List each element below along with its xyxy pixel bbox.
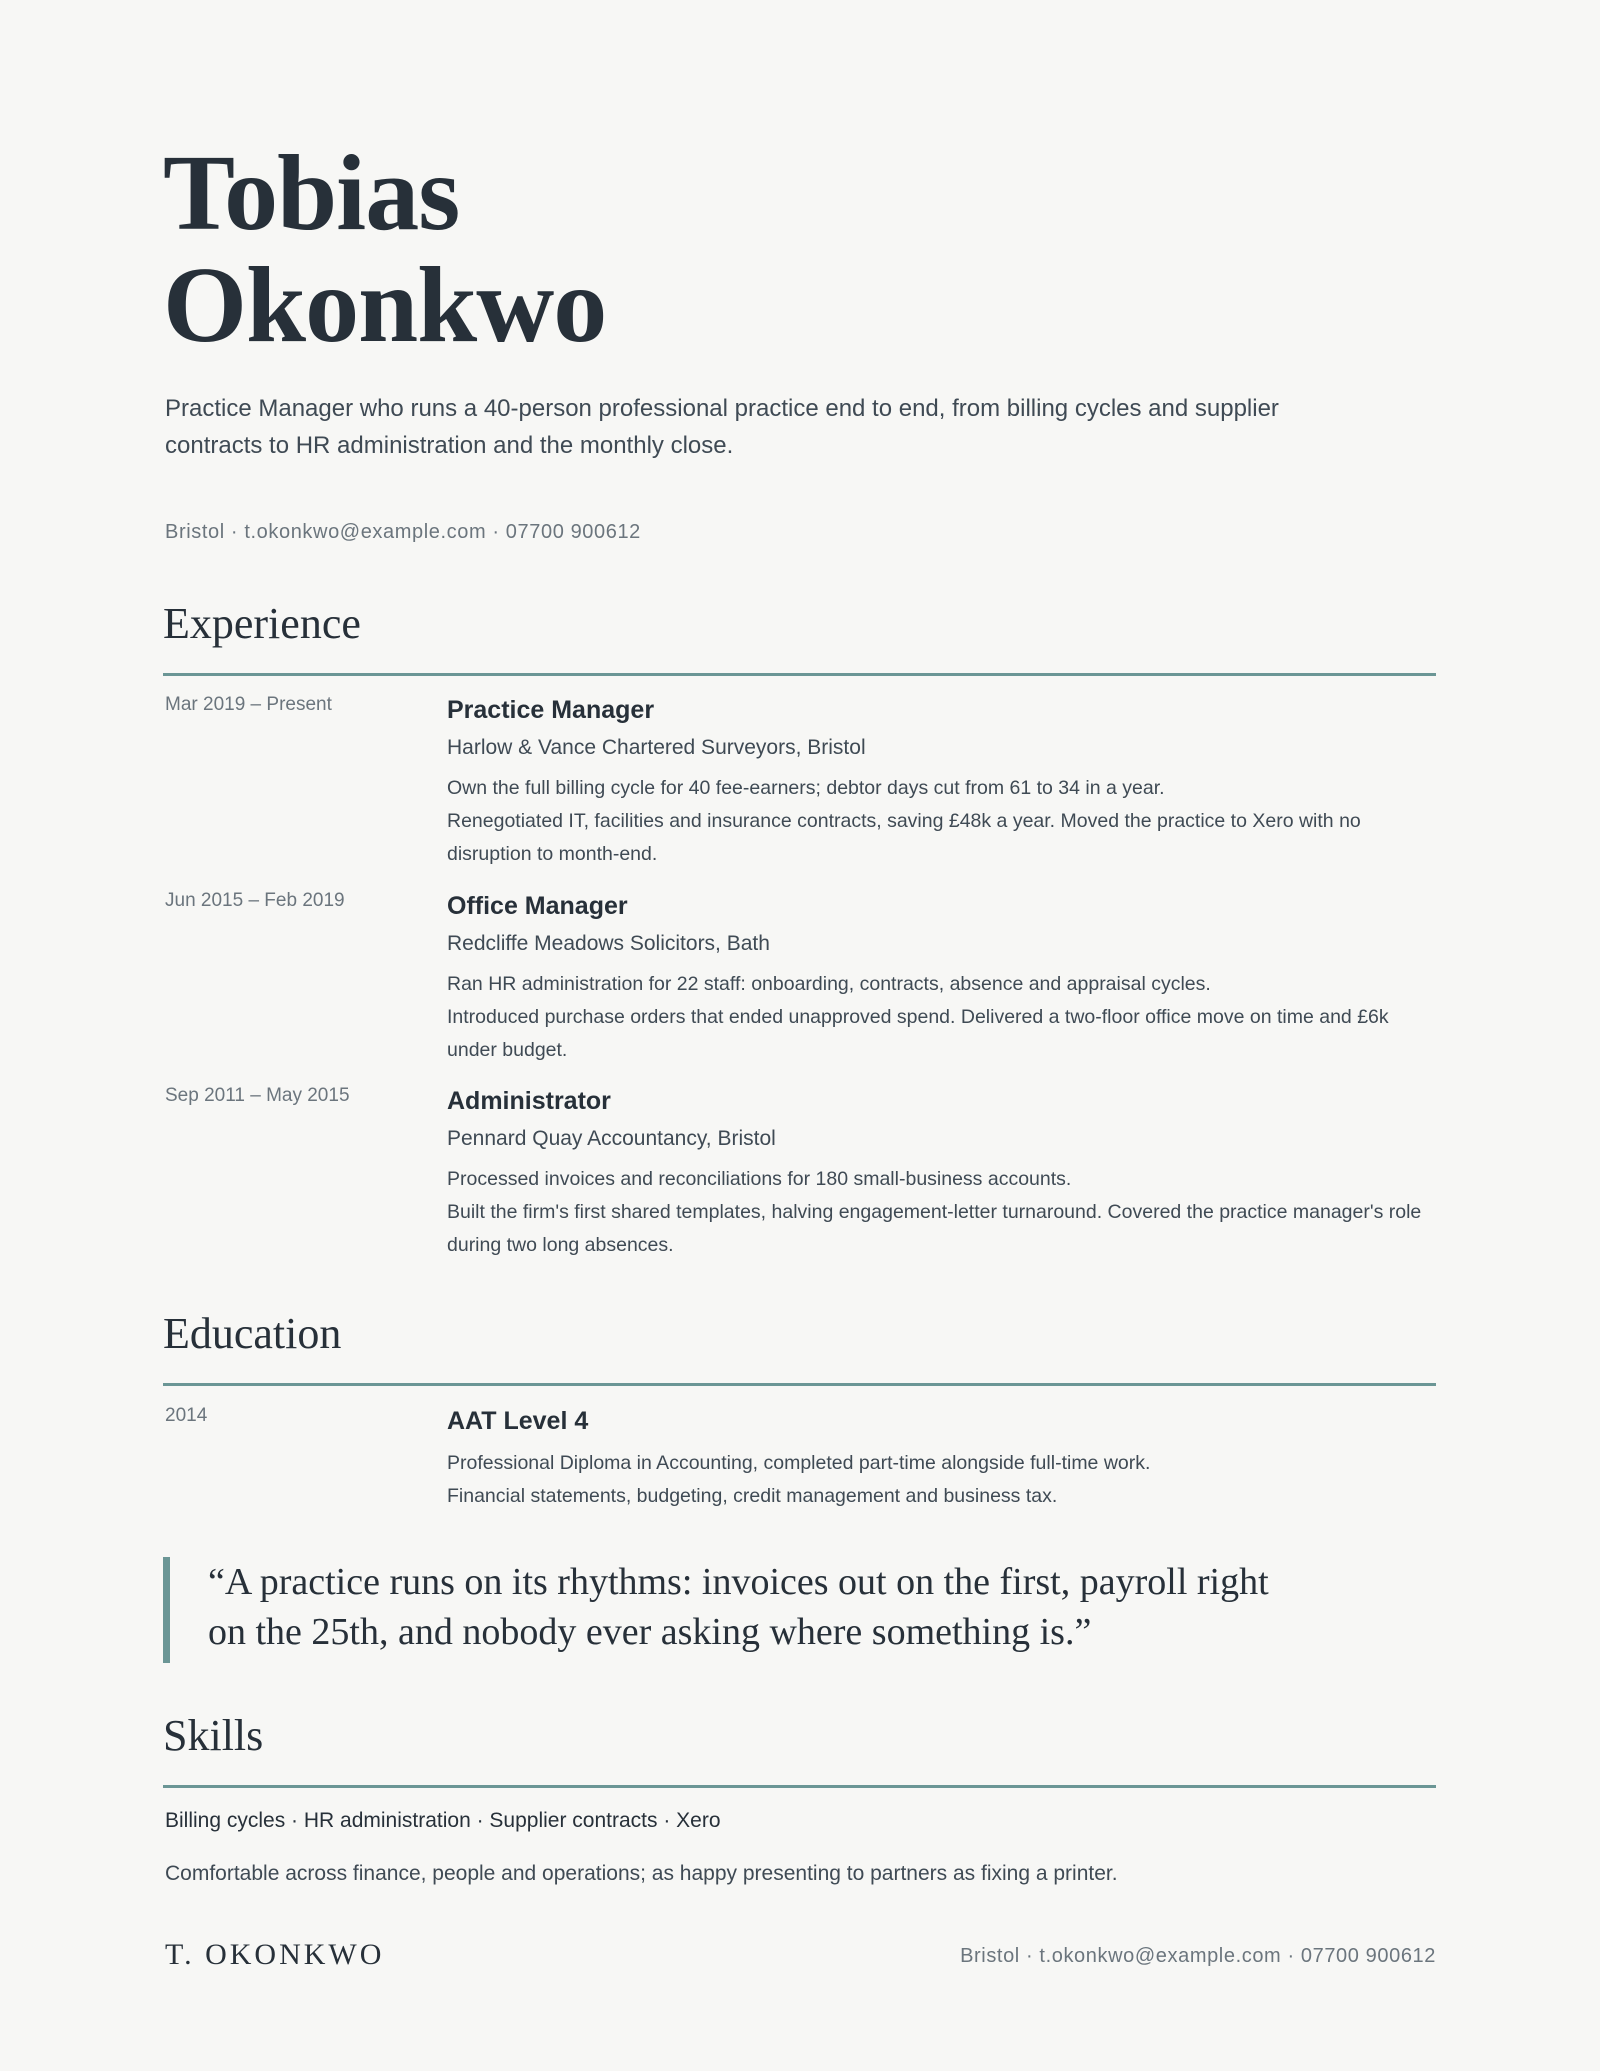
entry-detail: Financial statements, budgeting, credit management and business tax. xyxy=(447,1485,1058,1507)
pull-quote xyxy=(163,1557,1320,1663)
footer-name: T. OKONKWO xyxy=(165,1938,385,1971)
section-divider xyxy=(163,1785,1436,1788)
entry-description xyxy=(447,1447,1437,1513)
entry-dates: 2014 xyxy=(165,1405,208,1426)
entry-organisation: Redcliffe Meadows Solicitors, Bath xyxy=(447,932,770,955)
entry-organisation: Pennard Quay Accountancy, Bristol xyxy=(447,1127,776,1150)
entry-organisation: Harlow & Vance Chartered Surveyors, Bristol xyxy=(447,736,866,759)
entry-detail: Own the full billing cycle for 40 fee-earners; debtor days cut from 61 to 34 in a year. xyxy=(447,777,1165,799)
contact-line: Bristol · t.okonkwo@example.com · 07700 900612 xyxy=(165,521,641,543)
experience-heading: Experience xyxy=(163,599,361,648)
entry-description xyxy=(447,772,1437,871)
skills-note: Comfortable across finance, people and operations; as happy presenting to partners as fixing a printer. xyxy=(165,1862,1118,1885)
entry-description xyxy=(447,1163,1437,1262)
pull-quote-text: “A practice runs on its rhythms: invoices out on the first, payroll right on the 25th, and nobody ever asking where something is.” xyxy=(208,1561,1269,1653)
entry-dates: Mar 2019 – Present xyxy=(165,694,332,715)
entry-dates: Sep 2011 – May 2015 xyxy=(165,1085,350,1106)
candidate-name xyxy=(163,134,607,365)
skills-list: Billing cycles · HR administration · Supplier contracts · Xero xyxy=(165,1809,721,1832)
entry-role: Administrator xyxy=(447,1087,611,1115)
entry-detail: Renegotiated IT, facilities and insurance contracts, saving £48k a year. Moved the practice to Xero with no disruption to month-end. xyxy=(447,810,1361,865)
entry-detail: Ran HR administration for 22 staff: onboarding, contracts, absence and appraisal cycles. xyxy=(447,973,1211,995)
section-divider xyxy=(163,1383,1436,1386)
entry-detail: Professional Diploma in Accounting, completed part-time alongside full-time work. xyxy=(447,1452,1151,1474)
entry-dates: Jun 2015 – Feb 2019 xyxy=(165,890,345,911)
entry-detail: Built the firm's first shared templates, halving engagement-letter turnaround. Covered the practice manager's role during two long absences. xyxy=(447,1201,1422,1256)
entry-description xyxy=(447,968,1437,1067)
entry-role: Office Manager xyxy=(447,892,628,920)
education-heading: Education xyxy=(163,1309,342,1358)
entry-role: Practice Manager xyxy=(447,696,655,724)
footer-contact: Bristol · t.okonkwo@example.com · 07700 900612 xyxy=(960,1945,1436,1967)
entry-body xyxy=(447,694,1437,871)
entry-body xyxy=(447,1405,1437,1513)
entry-detail: Processed invoices and reconciliations for 180 small-business accounts. xyxy=(447,1168,1072,1190)
entry-detail: Introduced purchase orders that ended unapproved spend. Delivered a two-floor office move on time and £6k under budget. xyxy=(447,1006,1389,1061)
section-divider xyxy=(163,673,1436,676)
first-name: Tobias xyxy=(163,134,460,253)
last-name: Okonkwo xyxy=(163,246,607,365)
entry-body xyxy=(447,1085,1437,1262)
entry-body xyxy=(447,890,1437,1067)
entry-qualification: AAT Level 4 xyxy=(447,1407,589,1435)
profile-summary: Practice Manager who runs a 40-person professional practice end to end, from billing cycles and supplier contracts to HR administration and the monthly close. xyxy=(165,395,1279,459)
skills-heading: Skills xyxy=(163,1711,264,1760)
